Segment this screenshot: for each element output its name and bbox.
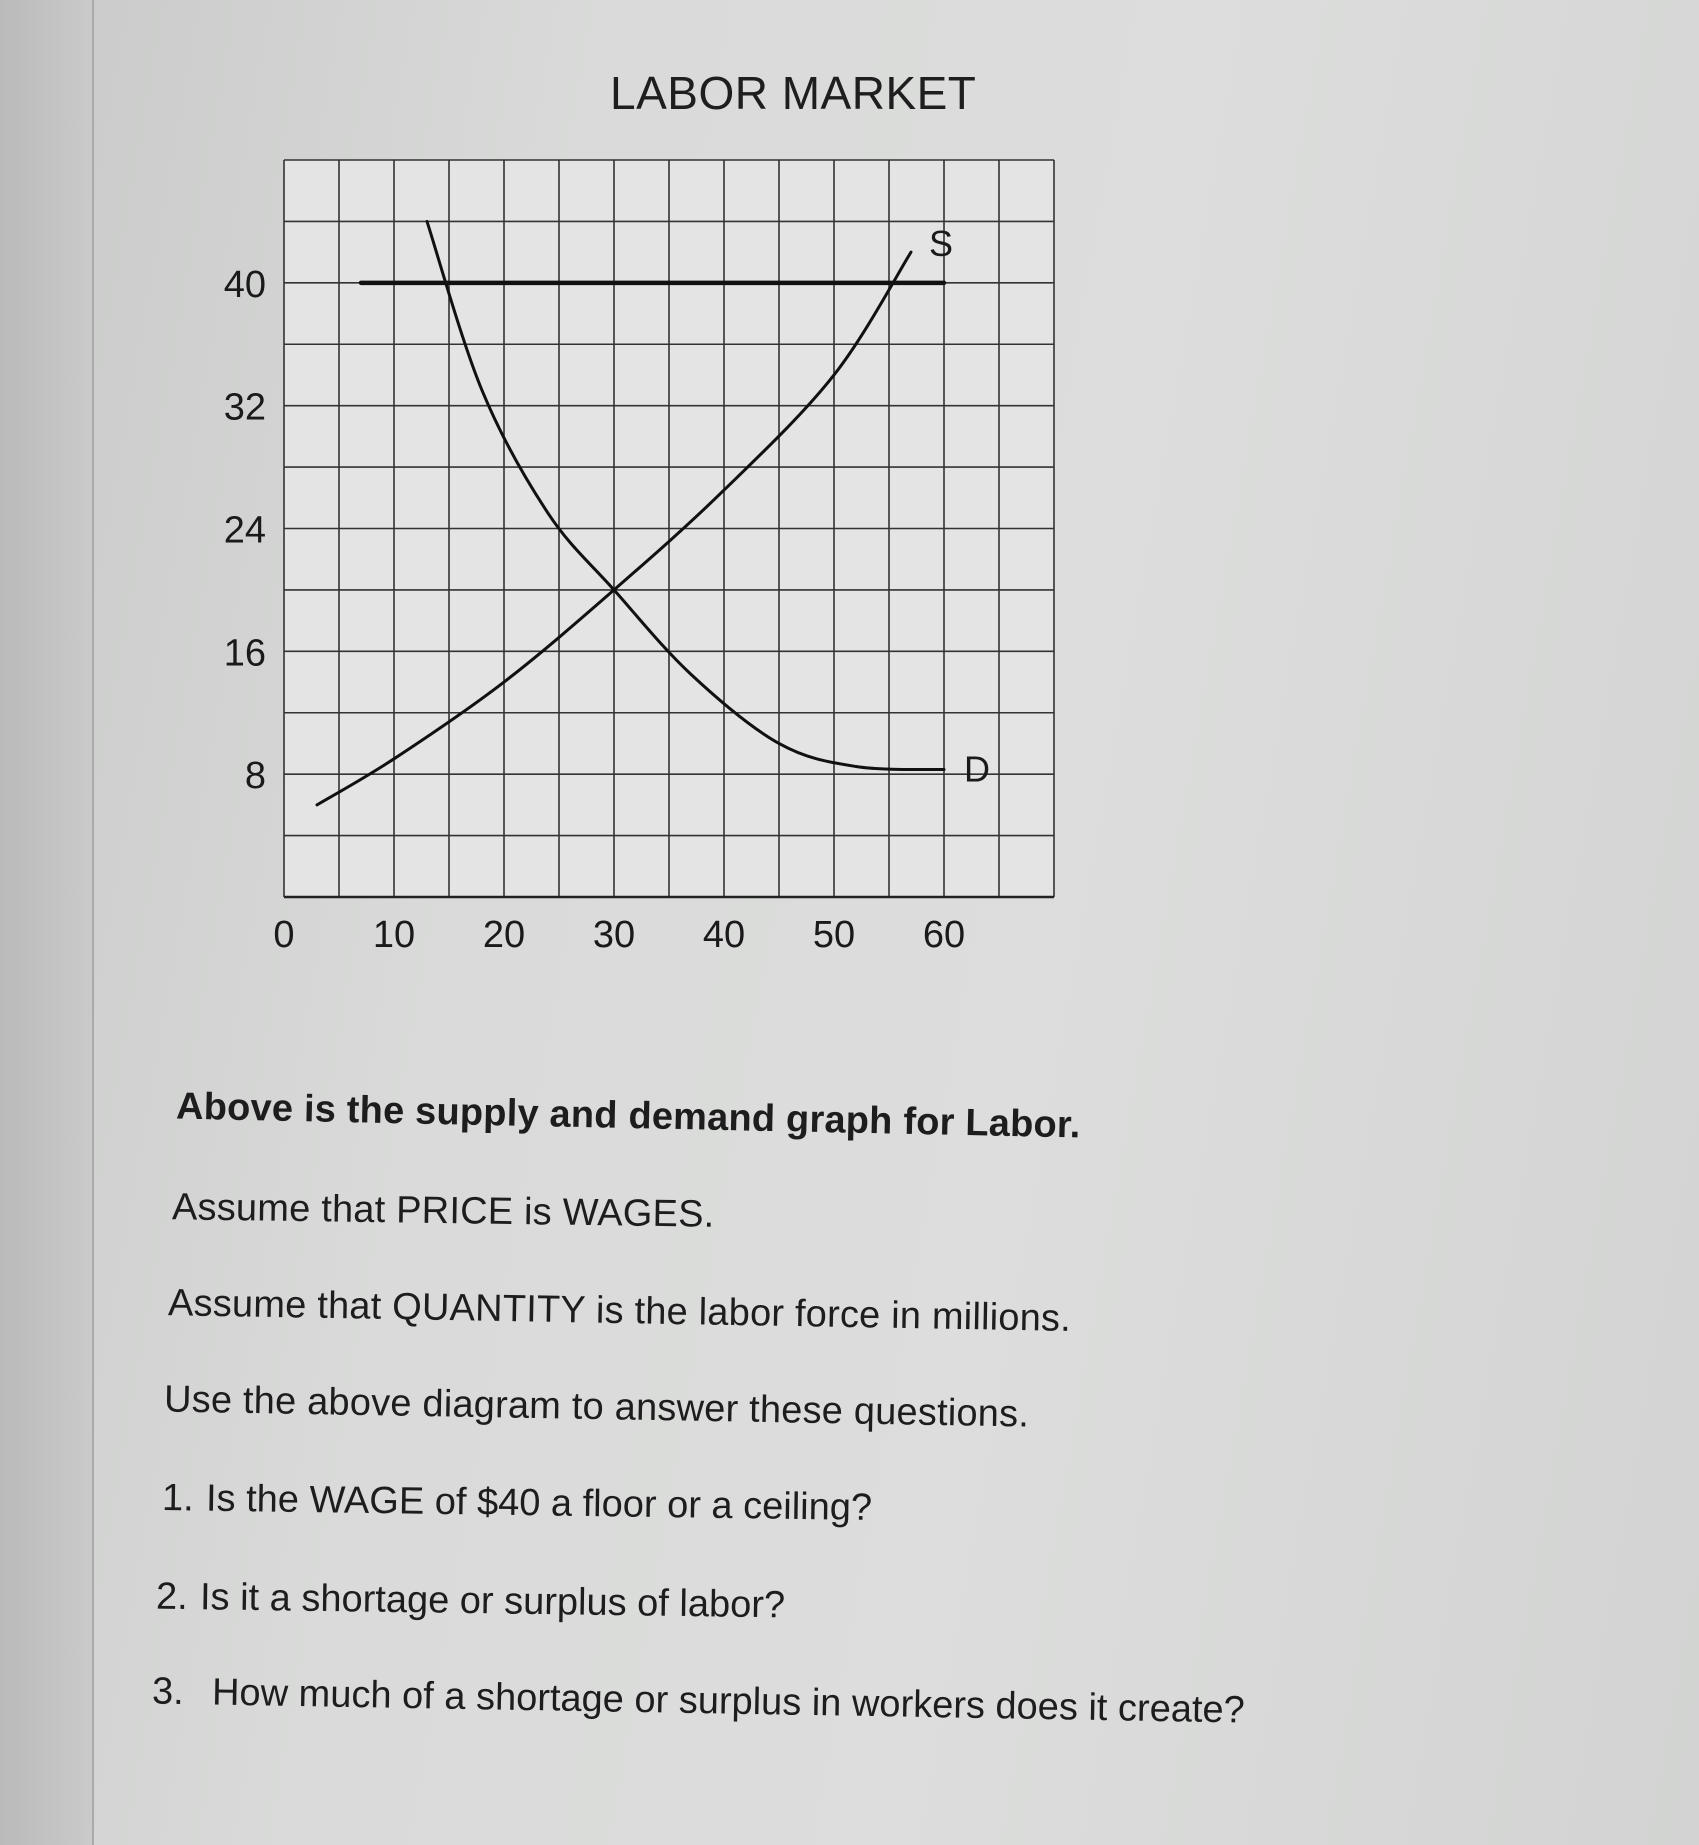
intro-text: Above is the supply and demand graph for Labor. <box>175 1085 1081 1147</box>
assume-price-text: Assume that PRICE is WAGES. <box>171 1186 715 1236</box>
question-number: 1. <box>161 1477 195 1520</box>
question-item <box>156 1576 786 1628</box>
x-tick-label: 60 <box>922 914 966 956</box>
question-item <box>162 1477 873 1530</box>
left-page-margin <box>0 0 94 1845</box>
worksheet-page <box>94 0 1699 1845</box>
y-tick-label: 32 <box>223 386 266 429</box>
series-D-label: D <box>964 748 990 790</box>
series-S-label: S <box>929 223 954 265</box>
y-tick-label: 8 <box>244 755 266 798</box>
x-tick-label: 50 <box>812 914 856 956</box>
y-tick-label: 16 <box>223 632 266 675</box>
question-number: 3. <box>151 1670 185 1714</box>
question-text: Is the WAGE of $40 a floor or a ceiling? <box>205 1477 873 1529</box>
chart-grid <box>284 160 1054 897</box>
x-tick-label: 10 <box>372 914 416 956</box>
labor-market-chart <box>94 0 1699 1000</box>
question-number: 2. <box>155 1575 189 1619</box>
x-tick-label: 30 <box>592 914 636 956</box>
chart-title: LABOR MARKET <box>610 67 977 119</box>
x-tick-label: 20 <box>482 914 526 956</box>
instruction-text: Use the above diagram to answer these questions. <box>163 1378 1030 1436</box>
question-text: Is it a shortage or surplus of labor? <box>199 1576 786 1627</box>
y-tick-label: 24 <box>223 509 266 552</box>
question-item <box>152 1670 1245 1732</box>
assume-quantity-text: Assume that QUANTITY is the labor force in millions. <box>167 1282 1072 1340</box>
x-tick-label: 40 <box>702 914 746 956</box>
y-tick-label: 40 <box>223 263 266 306</box>
question-text: How much of a shortage or surplus in workers does it create? <box>211 1671 1246 1732</box>
x-tick-label: 0 <box>273 914 295 956</box>
